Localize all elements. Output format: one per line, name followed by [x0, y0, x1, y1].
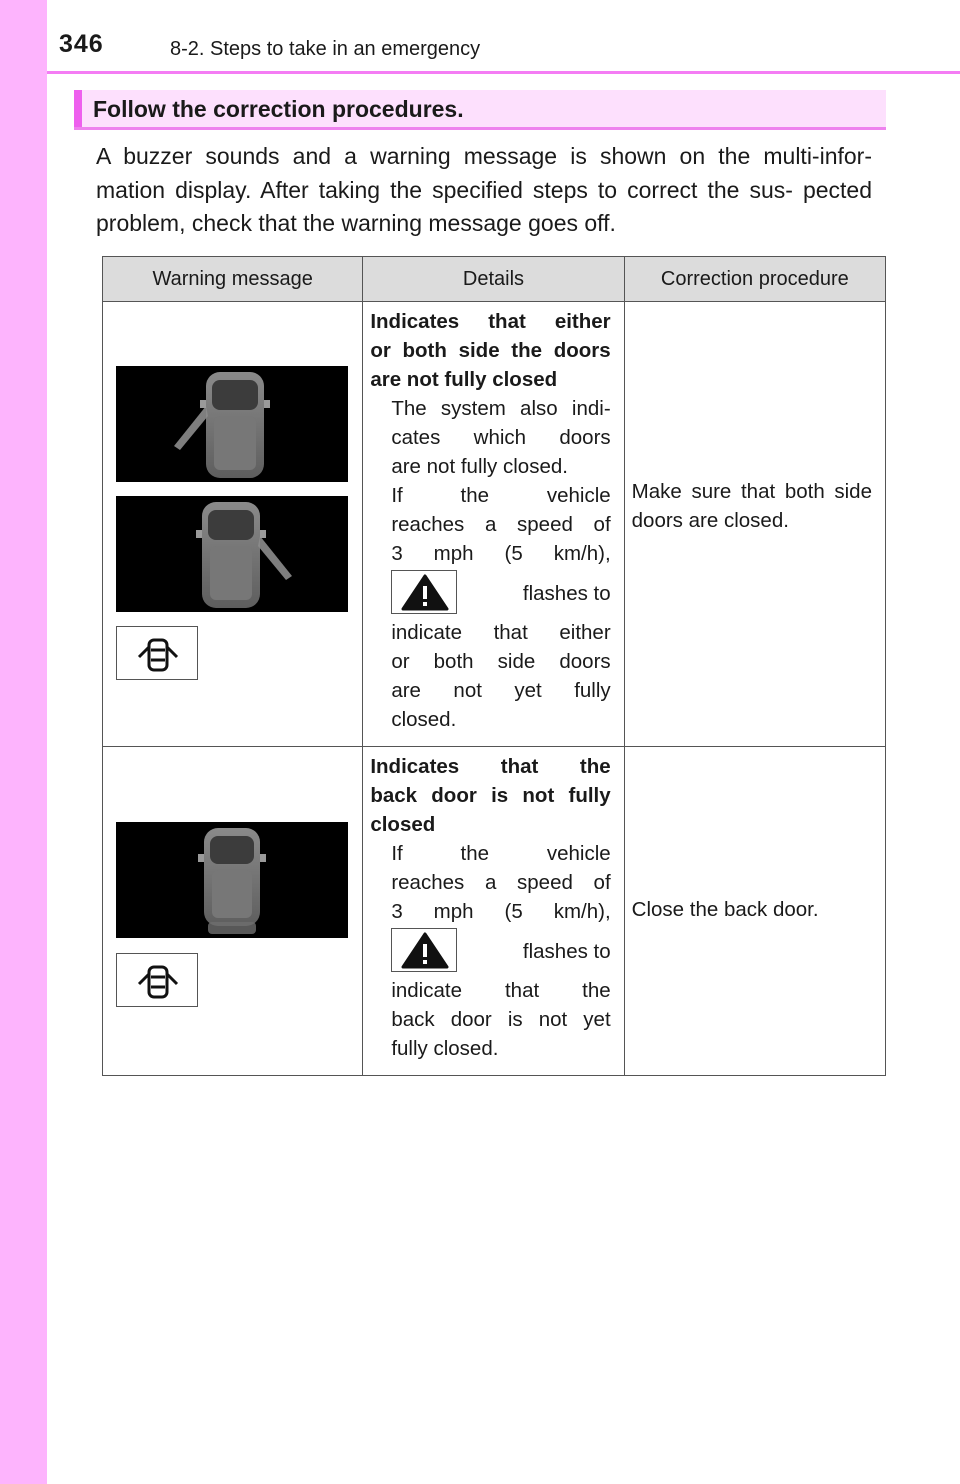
- procedure-heading-title: Follow the correction procedures.: [93, 96, 464, 122]
- warning-table: [102, 256, 886, 1076]
- details-title-line: or both side the doors: [370, 339, 611, 362]
- details-line: closed.: [391, 708, 457, 731]
- section-title: 8-2. Steps to take in an emergency: [170, 38, 481, 60]
- intro-line: mation display. After taking the specified steps to correct the sus-: [96, 176, 793, 203]
- flashes-line: [391, 568, 610, 618]
- door-open-indicator: [116, 953, 198, 1007]
- header-rule: [47, 71, 960, 74]
- details-line: are not yet fully: [391, 679, 611, 702]
- flashes-text: flashes to: [522, 581, 611, 605]
- flashes-text: flashes to: [522, 939, 611, 963]
- column-header-warning-message: Warning message: [103, 257, 363, 302]
- correction-cell: [624, 747, 885, 1076]
- correction-text: Make sure that both side doors are closed.: [631, 480, 872, 532]
- details-title: [370, 307, 610, 394]
- details-line: 3 mph (5 km/h),: [391, 900, 611, 923]
- car-top-view-display: [116, 366, 348, 482]
- details-title: [370, 752, 610, 839]
- flashes-line: [391, 926, 610, 976]
- details-line: back door is not yet: [391, 1008, 611, 1031]
- details-body: [370, 839, 610, 1063]
- details-line: fully closed.: [391, 1037, 499, 1060]
- details-line: cates which doors: [391, 426, 611, 449]
- warning-message-cell: [103, 747, 363, 1076]
- details-line: indicate that the: [391, 979, 611, 1002]
- details-line: are not fully closed.: [391, 455, 568, 478]
- procedure-heading: [74, 90, 886, 130]
- warning-indicator: [391, 928, 457, 972]
- table-row: [103, 747, 886, 1076]
- column-header-correction-procedure: Correction procedure: [624, 257, 885, 302]
- door-open-icon: [117, 627, 199, 681]
- table-header-row: [103, 257, 886, 302]
- details-line: reaches a speed of: [391, 513, 611, 536]
- intro-paragraph: [96, 140, 872, 241]
- warning-exclamation-icon: [392, 571, 458, 615]
- car-top-view-display: [116, 496, 348, 612]
- table-row: [103, 302, 886, 747]
- details-title-line: back door is not fully: [370, 784, 611, 807]
- details-line: reaches a speed of: [391, 871, 611, 894]
- details-cell: [363, 302, 624, 747]
- warning-exclamation-icon: [392, 929, 458, 973]
- details-line: The system also indi-: [391, 397, 611, 420]
- warning-message-cell: [103, 302, 363, 747]
- details-title-line: are not fully closed: [370, 368, 558, 391]
- car-right-door-open-icon: [116, 496, 348, 612]
- details-title-line: closed: [370, 813, 436, 836]
- car-top-view-display: [116, 822, 348, 938]
- details-line: or both side doors: [391, 650, 611, 673]
- car-back-door-open-icon: [116, 822, 348, 938]
- procedure-heading-bar: [74, 90, 82, 127]
- warning-indicator: [391, 570, 457, 614]
- page-number: 346: [59, 30, 104, 58]
- door-open-icon: [117, 954, 199, 1008]
- details-body: [370, 394, 610, 734]
- intro-line: A buzzer sounds and a warning message is shown on the multi-infor-: [96, 143, 872, 169]
- correction-text: Close the back door.: [631, 897, 819, 921]
- details-line: If the vehicle: [391, 842, 611, 865]
- details-line: If the vehicle: [391, 484, 611, 507]
- chapter-tab-band: [0, 0, 47, 1484]
- car-left-door-open-icon: [116, 366, 348, 482]
- details-line: indicate that either: [391, 621, 611, 644]
- details-text: [363, 302, 623, 746]
- details-cell: [363, 747, 624, 1076]
- details-title-line: Indicates that either: [370, 310, 611, 333]
- door-open-indicator: [116, 626, 198, 680]
- details-title-line: Indicates that the: [370, 755, 611, 778]
- details-text: [363, 747, 623, 1075]
- correction-cell: [624, 302, 885, 747]
- intro-line: pected problem, check that the warning message goes off.: [96, 176, 872, 236]
- details-line: 3 mph (5 km/h),: [391, 542, 611, 565]
- column-header-details: Details: [363, 257, 624, 302]
